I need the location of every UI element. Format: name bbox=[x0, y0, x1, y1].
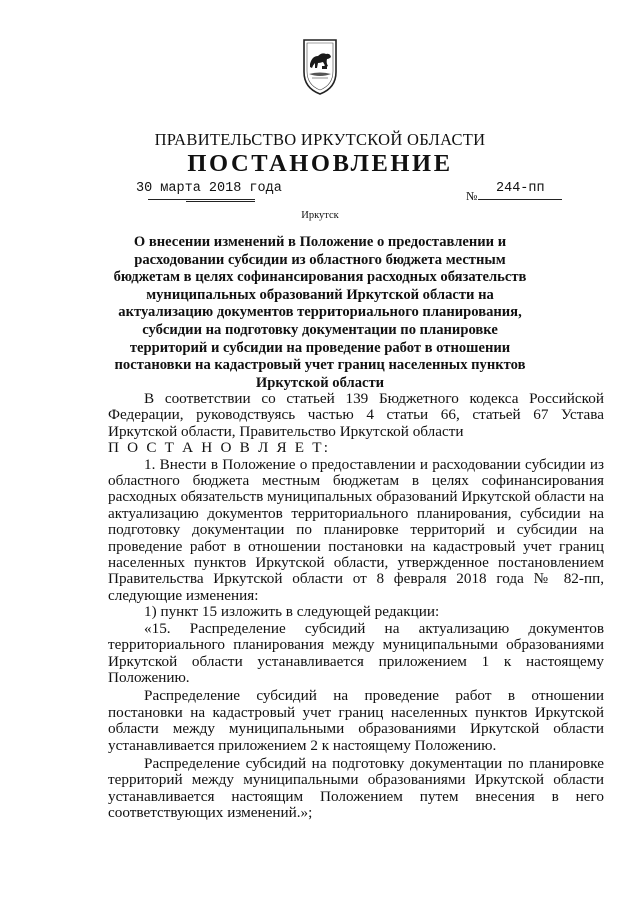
document-city: Иркутск bbox=[301, 210, 339, 221]
quoted-paragraph-1: «15. Распределение субсидий на актуализацию документов территориального планирования между муниципальными образованиями Иркутской области устанавливается приложением 1 к настоящему Положению. bbox=[108, 619, 604, 686]
subitem-1-paragraph: 1) пункт 15 изложить в следующей редакции: bbox=[144, 603, 440, 621]
document-type-heading: ПОСТАНОВЛЕНИЕ bbox=[187, 150, 453, 177]
government-heading: ПРАВИТЕЛЬСТВО ИРКУТСКОЙ ОБЛАСТИ bbox=[154, 130, 486, 149]
number-sign: № bbox=[466, 189, 478, 203]
preamble-paragraph: В соответствии со статьей 139 Бюджетного кодекса Российской Федерации, руководствуясь частью 4 статьи 66, статьей 67 Устава Иркутской области, Правительство Иркутской области bbox=[108, 390, 604, 440]
number-underline bbox=[478, 199, 562, 200]
resolves-heading: П О С Т А Н О В Л Я Е Т: bbox=[108, 439, 331, 457]
document-number: 244-пп bbox=[496, 181, 545, 196]
item-1-paragraph: 1. Внести в Положение о предоставлении и расходовании субсидии из областного бюджета местным бюджетам в целях софинансирования расходных обязательств муниципальных образований Иркутской области на актуализацию документов территориального планирования, субсидии на подготовку документации по планировке территорий и субсидии на проведение работ в отношении постановки на кадастровый учет границ населенных пунктов Иркутской области, утвержденное постановлением Правительства Иркутской области от 8 февраля 2018 года № 82-пп, следующие изменения: bbox=[108, 455, 604, 604]
document-title: О внесении изменений в Положение о предоставлении и расходовании субсидии из областного бюджета местным бюджетам в целях софинансирования расходных обязательств муниципальных образований Иркутской области на актуализацию документов территориального планирования, субсидии на подготовку документации по планировке территорий и субсидии на проведение работ в отношении постановки на кадастровый учет границ населенных пунктов Иркутской области bbox=[113, 234, 527, 391]
date-underline-secondary bbox=[186, 201, 255, 202]
date-underline bbox=[148, 199, 255, 200]
document-body bbox=[108, 391, 604, 822]
document-date: 30 марта 2018 года bbox=[136, 181, 282, 196]
quoted-paragraph-3: Распределение субсидий на подготовку документации по планировке территорий между муниципальными образованиями Иркутской области устанавливается настоящим Положением путем внесения в него соответствующих изменений.»; bbox=[108, 754, 604, 822]
irkutsk-coat-of-arms-icon bbox=[302, 38, 338, 96]
quoted-paragraph-2: Распределение субсидий на проведение работ в отношении постановки на кадастровый учет границ населенных пунктов Иркутской области между муниципальными образованиями Иркутской области устанавливается приложением 2 к настоящему Положению. bbox=[108, 687, 604, 754]
